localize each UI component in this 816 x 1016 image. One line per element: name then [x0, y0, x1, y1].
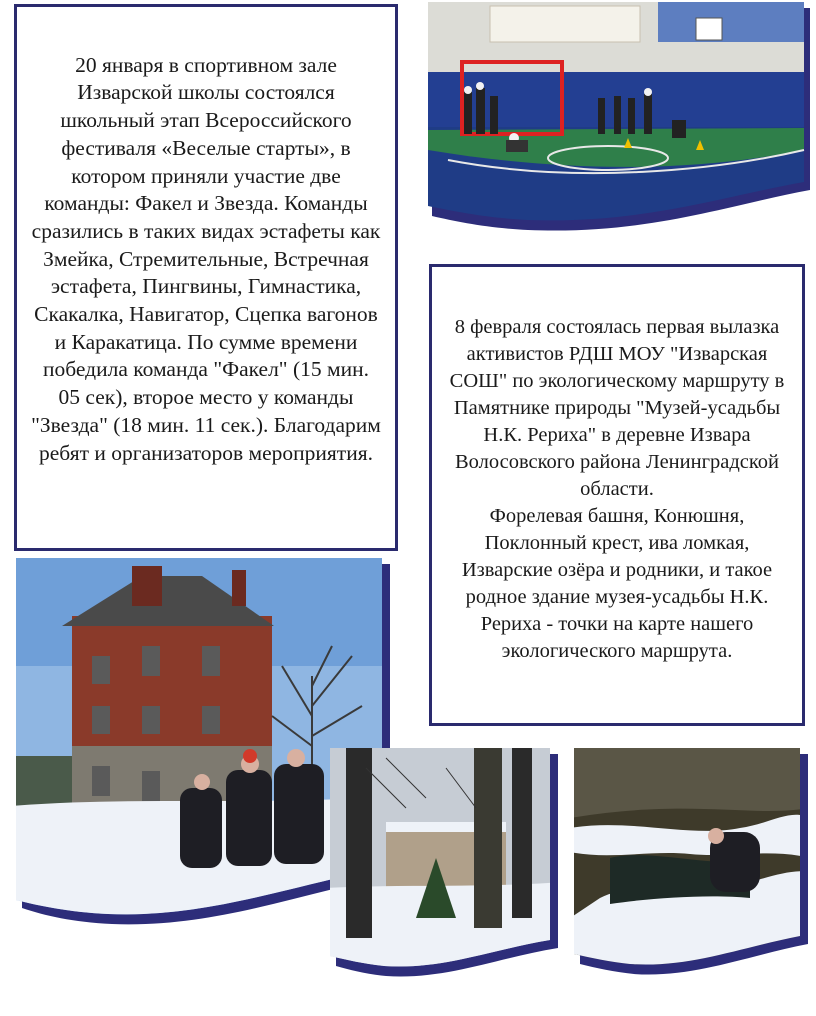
article-sports-text: 20 января в спортивном зале Изварской школы состоялся школьный этап Всероссийского фестиваля «Веселые старты», в котором приняли участие две команды: Факел и Звезда. Команды сразились в таких видах эстафеты как Змейка, Стремительные, Встречная эстафета, Пингвины, Гимнастика, Скакалка, Навигатор, Сцепка вагонов и Каракатица. По сумме времени победила команда "Факел" (15 мин. 05 сек), второе место у команды "Звезда" (18 мин. 11 сек.). Благодарим ребят и организаторов мероприятия. [31, 52, 381, 465]
photo-winter-park [326, 748, 562, 984]
article-sports-box [14, 4, 398, 551]
article-eco-paragraph-1: 8 февраля состоялась первая вылазка активистов РДШ МОУ "Изварская СОШ" по экологическому маршруту в Памятнике природы "Музей-усадьбы Н.К. Рериха" в деревне Извара Волосовского района Ленинградской области. [449, 315, 785, 500]
photo-sports-hall [428, 0, 812, 236]
article-eco-paragraph-2: Форелевая башня, Конюшня, Поклонный крест, ива ломкая, Изварские озёра и родники, и такое родное здание музея-усадьбы Н.К. Рериха - точки на карте нашего экологического маршрута. [461, 504, 773, 662]
article-eco-box [429, 264, 805, 726]
photo-snowy-spring [570, 748, 810, 984]
